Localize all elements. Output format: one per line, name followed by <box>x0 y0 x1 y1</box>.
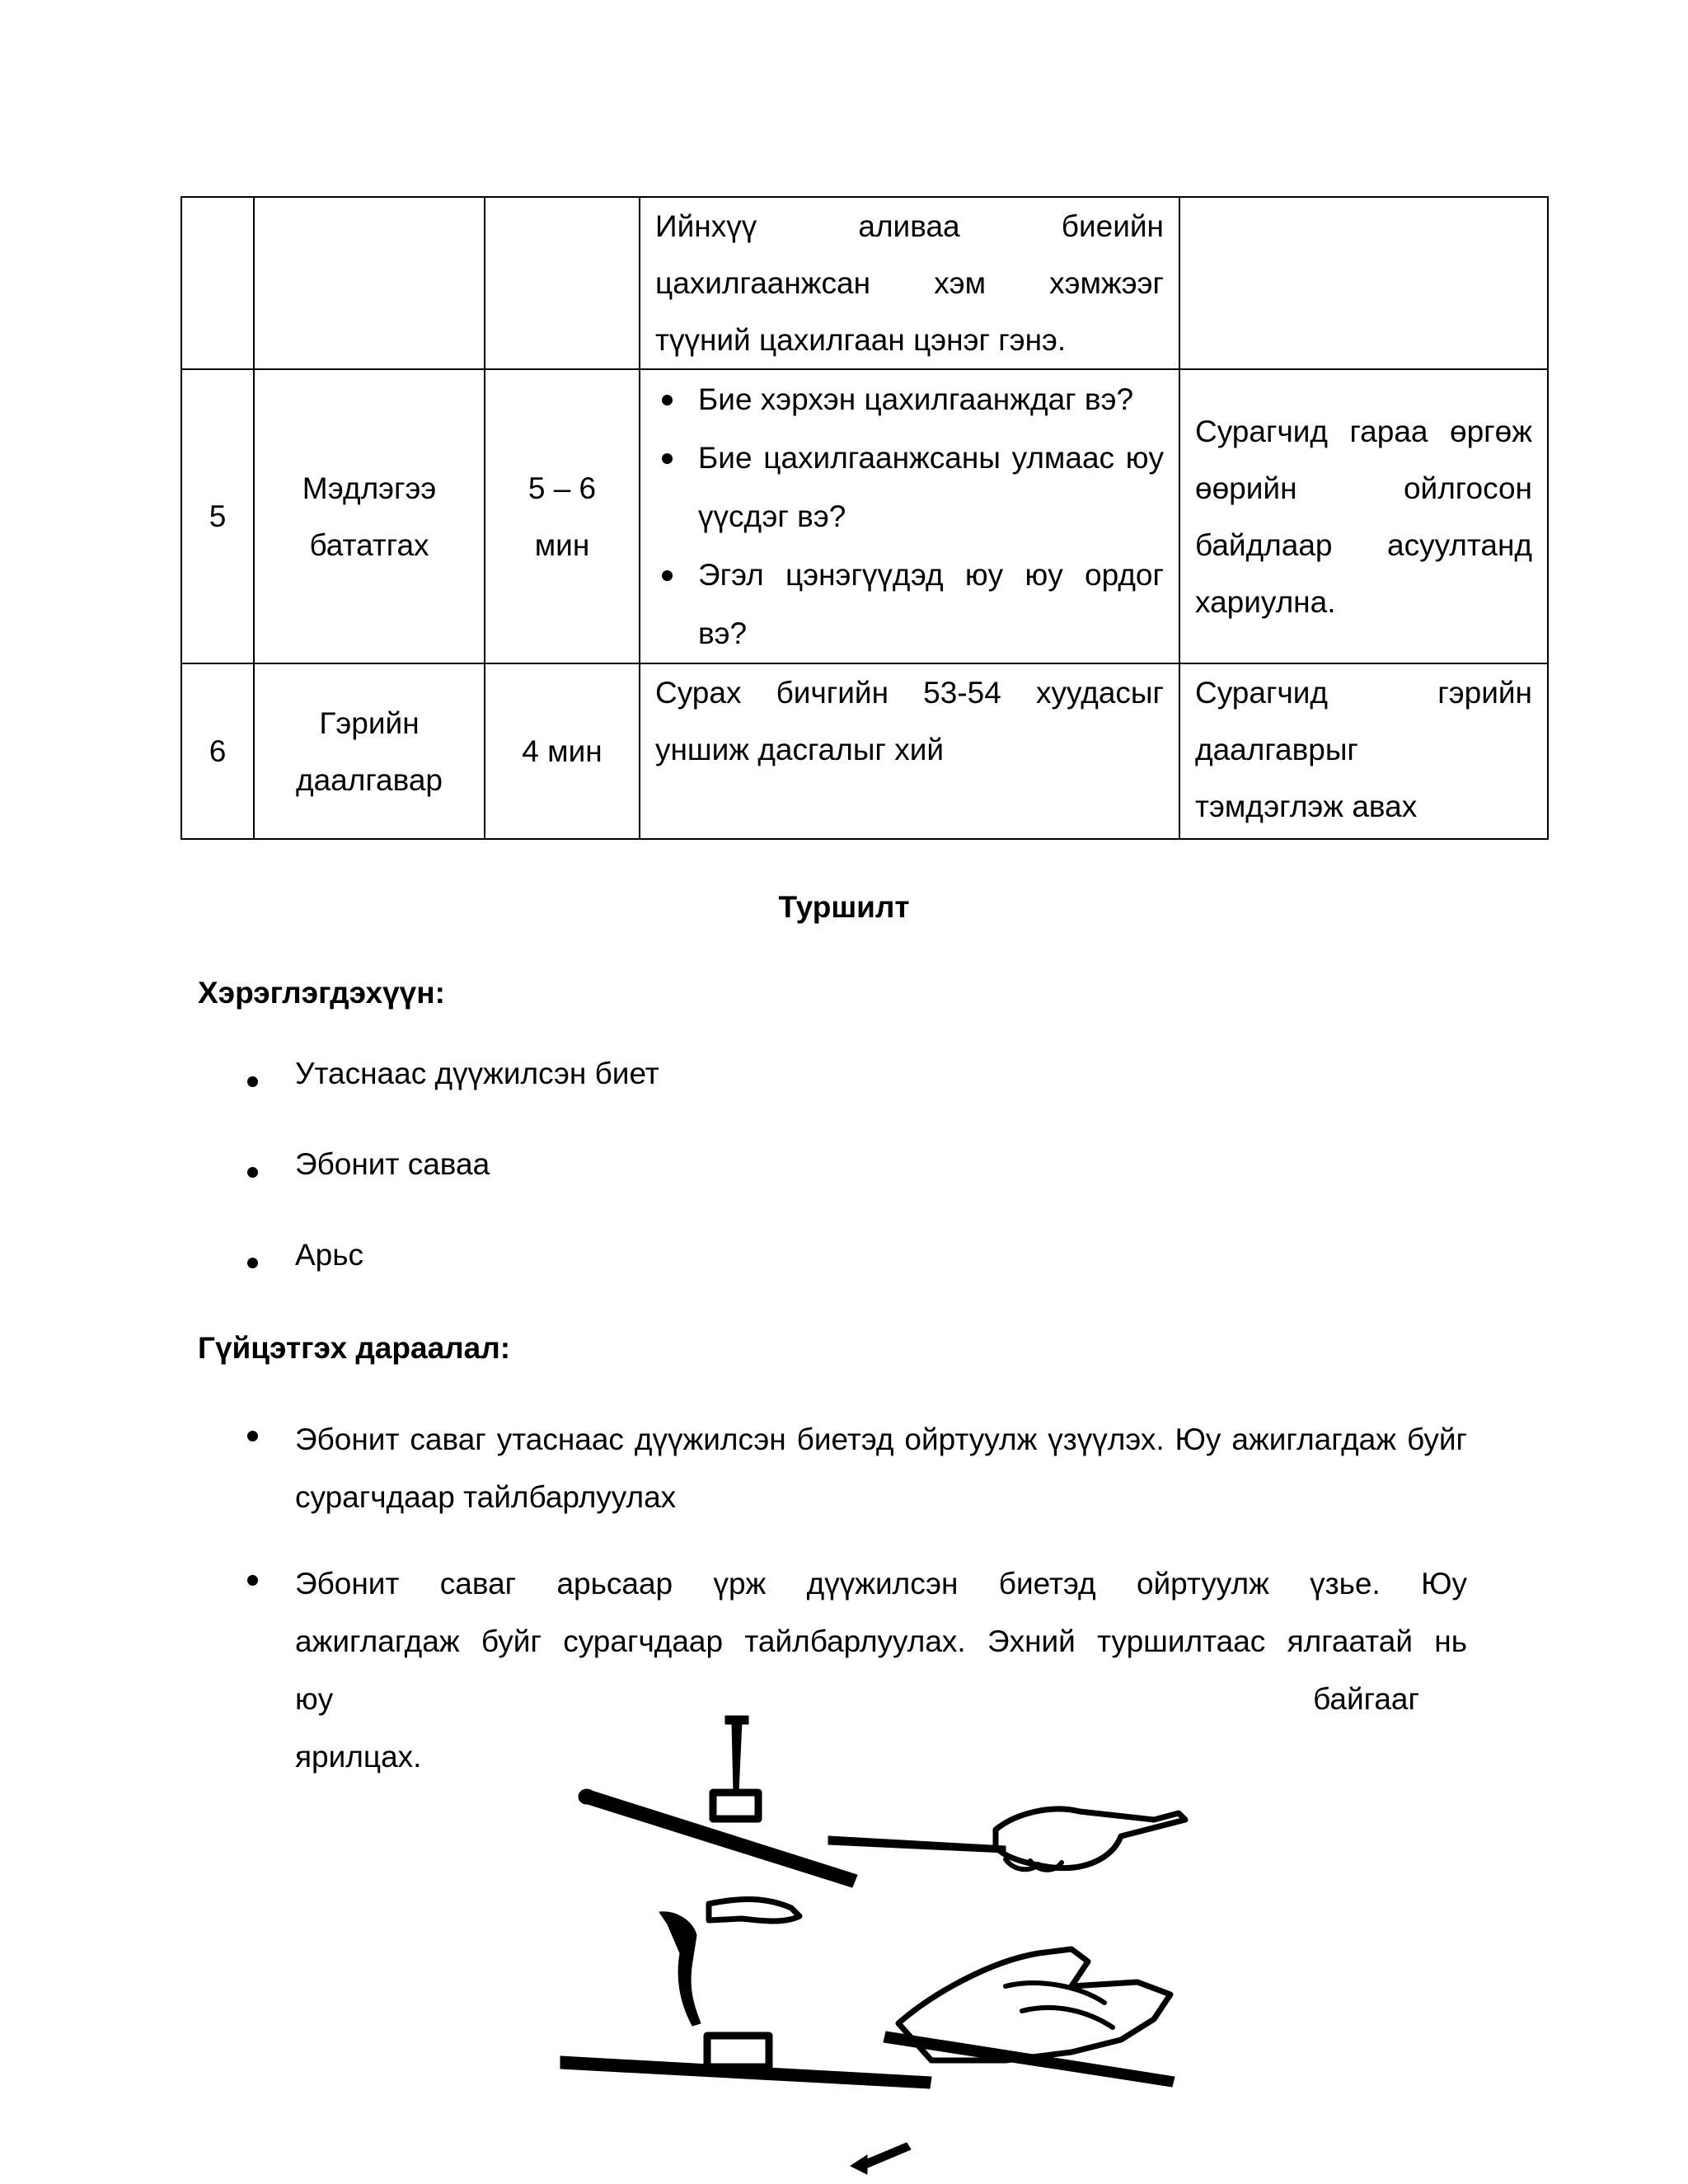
cell-text-line: Ийнхүү аливаа биеийн <box>655 209 1164 243</box>
hand-shape <box>709 1900 799 1922</box>
rod-end <box>579 1789 595 1804</box>
suspended-rod <box>585 1790 857 1887</box>
time-allocation: 4 мин <box>485 663 640 839</box>
materials-list <box>247 1057 1467 1329</box>
cell-text-line: даалгаврыг <box>1195 733 1358 766</box>
step-line: Эбонит саваг арьсаар үрж дүүжилсэн биетэд ойртуулж үзье. Юу <box>295 1567 1467 1601</box>
list-item: Эбонит саваа <box>247 1147 1467 1238</box>
step-line: ярилцах. <box>295 1740 422 1774</box>
table-cell <box>1179 197 1548 369</box>
cell-text-line: Сурагчид гэрийн <box>1195 676 1532 710</box>
section-title: Туршилт <box>778 890 910 924</box>
table-cell <box>485 197 640 369</box>
cell-text-line: тэмдэглэж авах <box>1195 790 1418 823</box>
procedure-heading: Гүйцэтгэх дараалал: <box>198 1331 511 1365</box>
step-line: ажиглагдаж буйг сурагчдаар тайлбарлуулах. Эхний туршилтаас ялгаатай нь <box>295 1624 1467 1658</box>
lesson-stage <box>254 369 485 663</box>
stage-line: Гэрийн <box>319 705 420 740</box>
ebonite-stick <box>828 1836 1006 1853</box>
materials-heading: Хэрэглэгдэхүүн: <box>198 976 445 1010</box>
table-cell-teacher-activity <box>640 369 1179 663</box>
experiment-illustration <box>544 1714 1269 2184</box>
lesson-stage <box>254 663 485 839</box>
thread-shape <box>659 1912 701 2026</box>
row-number: 6 <box>181 663 254 839</box>
stage-line: даалгавар <box>296 762 443 797</box>
table-cell <box>254 197 485 369</box>
table-cell-teacher-activity <box>640 197 1179 369</box>
suspended-rod <box>560 2056 931 2088</box>
table-row <box>181 197 1548 369</box>
stage-line: бататгах <box>309 527 429 562</box>
time-allocation <box>485 369 640 663</box>
table-cell <box>181 197 254 369</box>
list-item: Утаснаас дүүжилсэн биет <box>247 1057 1467 1147</box>
step-word: байгааг <box>1313 1682 1419 1716</box>
list-item: Бие хэрхэн цахилгаанждаг вэ? <box>655 370 1164 429</box>
thread-holder <box>725 1716 748 1724</box>
rod-clip <box>713 1793 758 1819</box>
lesson-plan-table <box>181 196 1549 840</box>
stage-line: Мэдлэгээ <box>302 471 437 505</box>
step-word: юу <box>295 1682 334 1716</box>
list-item: Эбонит саваг утаснаас дүүжилсэн биетэд ойртуулж үзүүлэх. Юу ажиглагдаж буйг сурагчдаар тайлбарлуулах <box>247 1411 1467 1555</box>
list-item: Эгэл цэнэгүүдэд юу юу ордог вэ? <box>655 546 1164 663</box>
time-line: 5 – 6 <box>528 471 597 505</box>
arrow-head <box>851 2155 867 2174</box>
table-cell-teacher-activity: Сурах бичгийн 53-54 хуудасыг уншиж дасгалыг хий <box>640 663 1179 839</box>
question-list <box>655 370 1164 663</box>
cell-text-line: цахилгаанжсан хэм хэмжээг <box>655 266 1164 300</box>
rod-clip <box>707 2036 769 2067</box>
table-cell-student-activity <box>1179 663 1548 839</box>
table-row <box>181 663 1548 839</box>
finger-lines <box>1006 1983 1113 2027</box>
thread-shape <box>732 1721 742 1793</box>
row-number: 5 <box>181 369 254 663</box>
table-row <box>181 369 1548 663</box>
table-cell-student-activity: Сурагчид гараа өргөж өөрийн ойлгосон байдлаар асуултанд хариулна. <box>1179 369 1548 663</box>
hand-shape <box>996 1809 1185 1868</box>
list-item: Арьс <box>247 1238 1467 1329</box>
list-item: Бие цахилгаанжсаны улмаас юу үүсдэг вэ? <box>655 429 1164 546</box>
cell-text-line: түүний цахилгаан цэнэг гэнэ. <box>655 323 1067 357</box>
time-line: мин <box>534 527 590 562</box>
